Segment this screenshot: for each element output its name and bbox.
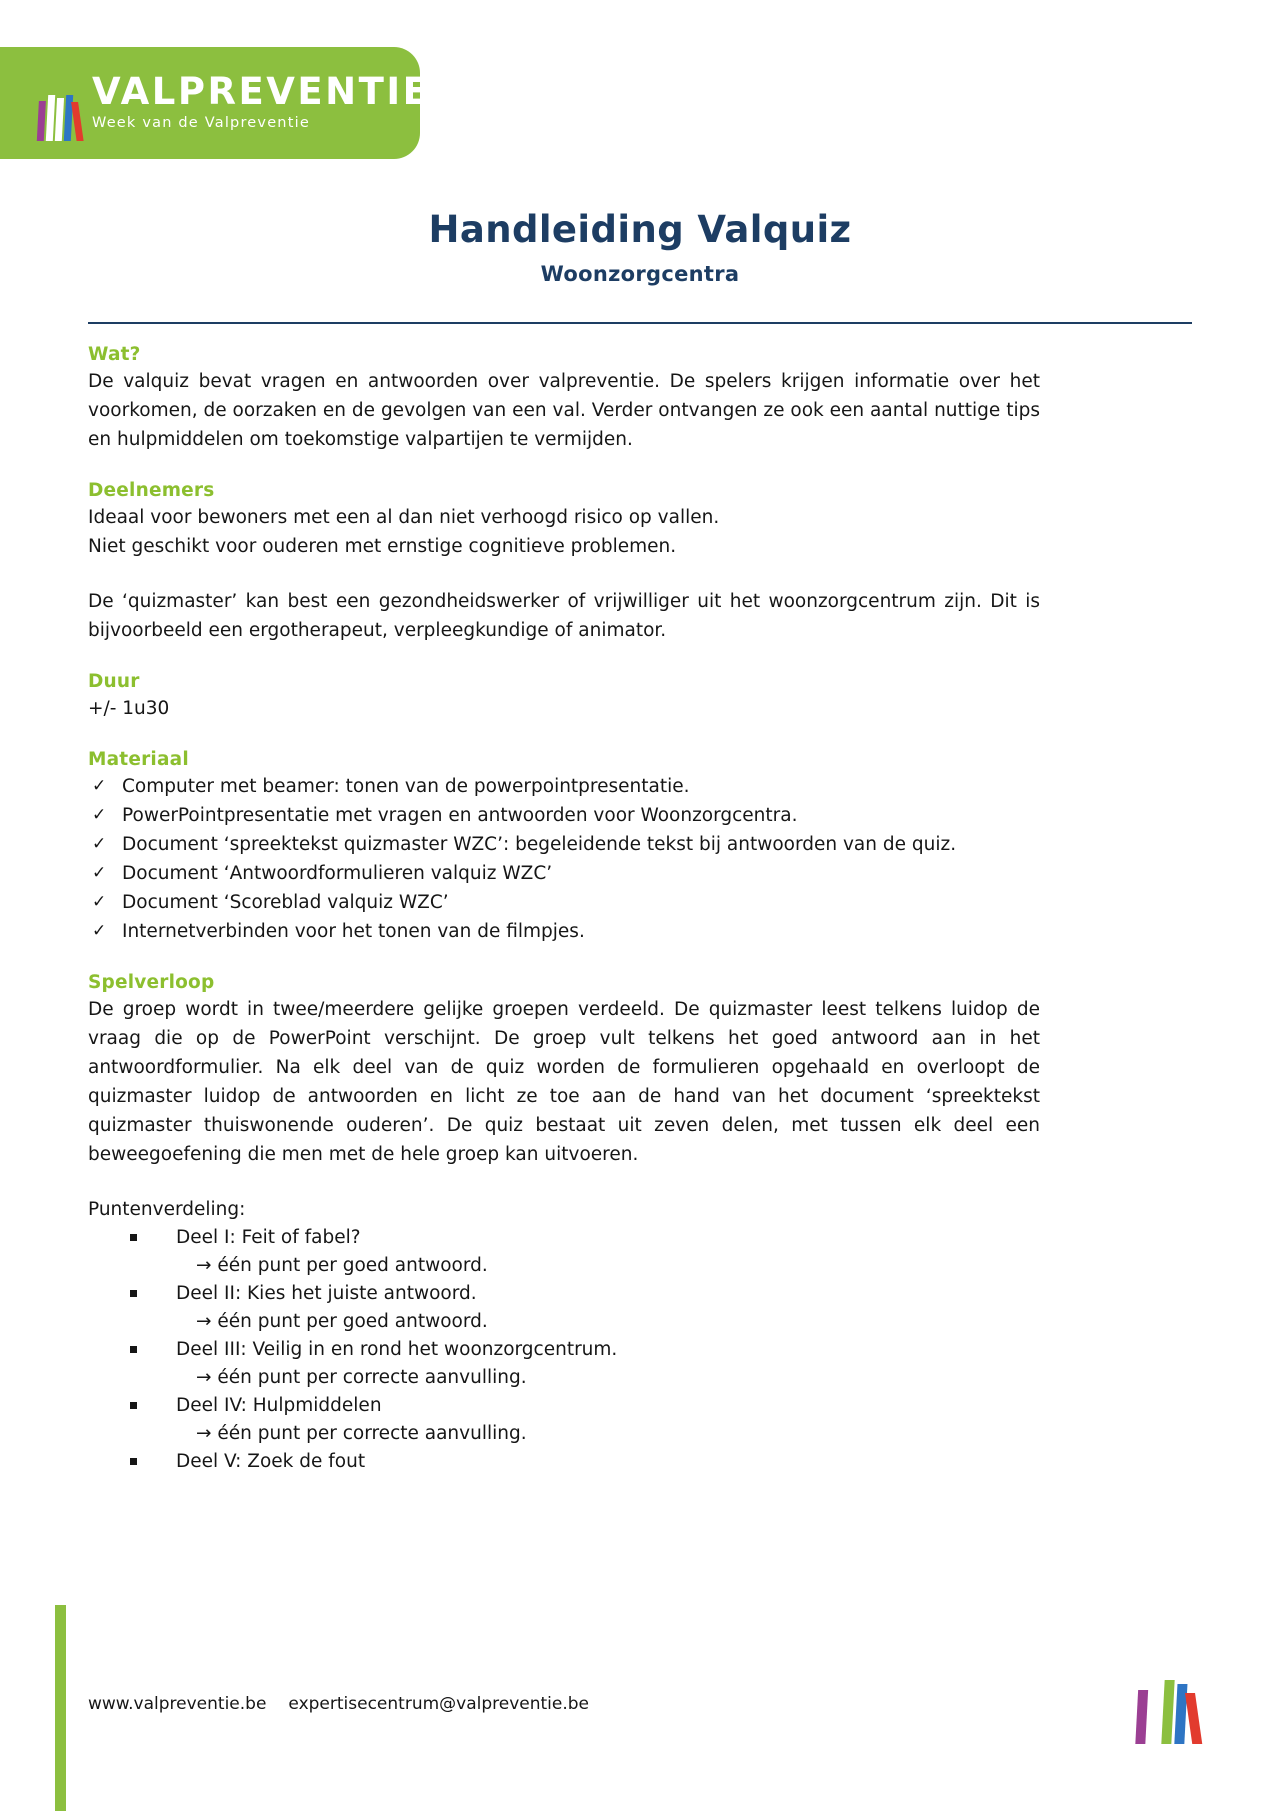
square-bullet-icon [130, 1290, 137, 1297]
logo-word-tld: .be [430, 84, 473, 110]
check-icon: ✓ [92, 863, 107, 883]
spacer [88, 454, 1040, 480]
list-item-label: Deel II: Kies het juiste antwoord. [176, 1283, 477, 1304]
check-icon: ✓ [92, 776, 107, 796]
section-heading-wat: Wat? [88, 344, 141, 365]
list-item-sublabel: één punt per correcte aanvulling. [217, 1367, 527, 1388]
footer-book-bars-icon [1135, 1680, 1203, 1744]
list-item-label: Document ‘spreektekst quizmaster WZC’: begeleidende tekst bij antwoorden van de quiz. [122, 834, 957, 855]
square-bullet-icon [130, 1234, 137, 1241]
logo-tagline: Week van de Valpreventie [92, 115, 310, 131]
footer-email-link[interactable]: expertisecentrum@valpreventie.be [288, 1694, 590, 1714]
list-item-label: Deel V: Zoek de fout [176, 1451, 366, 1472]
check-icon: ✓ [92, 834, 107, 854]
document-content [88, 344, 1040, 1476]
materiaal-list [88, 772, 1040, 946]
spacer [88, 645, 1040, 671]
spelverloop-body: De groep wordt in twee/meerdere gelijke groepen verdeeld. De quizmaster leest telkens luidop de vraag die op de PowerPoint verschijnt. De groep vult telkens het goed antwoord aan in het antwoordformulier. Na elk deel van de quiz worden de formulieren opgehaald en overloopt de quizmaster luidop de antwoorden en licht ze toe aan de hand van het document ‘spreektekst quizmaster thuiswonende ouderen’. De quiz bestaat uit zeven delen, met tussen elk deel een beweegoefening die men met de hele groep kan uitvoeren. [88, 999, 1040, 1165]
list-item-label: Deel I: Feit of fabel? [176, 1227, 361, 1248]
duur-value: +/- 1u30 [88, 698, 170, 719]
list-item-subline [176, 1364, 1040, 1392]
square-bullet-icon [130, 1458, 137, 1465]
arrow-icon: → [196, 1311, 212, 1332]
deelnemers-line-2: Niet geschikt voor ouderen met ernstige cognitieve problemen. [88, 536, 677, 557]
deelnemers-paragraph: De ‘quizmaster’ kan best een gezondheidswerker of vrijwilliger uit het woonzorgcentrum zijn. Dit is bijvoorbeeld een ergotherapeut, verpleegkundige of animator. [88, 591, 1040, 641]
list-item [130, 1280, 1040, 1336]
list-item [130, 1336, 1040, 1392]
square-bullet-icon [130, 1346, 137, 1353]
list-item [88, 801, 1040, 830]
list-item-subline [176, 1420, 1040, 1448]
list-item-label: Document ‘Scoreblad valquiz WZC’ [122, 892, 449, 913]
list-item-subline [176, 1252, 1040, 1280]
spacer [88, 1169, 1040, 1195]
page-subtitle: Woonzorgcentra [540, 262, 740, 286]
deelnemers-line-1: Ideaal voor bewoners met een al dan niet verhoogd risico op vallen. [88, 507, 720, 528]
list-item [130, 1224, 1040, 1280]
title-divider [88, 322, 1192, 324]
list-item [88, 917, 1040, 946]
check-icon: ✓ [92, 921, 107, 941]
list-item [130, 1392, 1040, 1448]
arrow-icon: → [196, 1367, 212, 1388]
list-item-sublabel: één punt per goed antwoord. [217, 1255, 488, 1276]
logo-word-main: VALPREVENTIE [92, 70, 431, 113]
spacer [88, 561, 1040, 587]
list-item-label: Document ‘Antwoordformulieren valquiz WZC’ [122, 863, 553, 884]
book-bars-icon [37, 95, 84, 141]
arrow-icon: → [196, 1423, 212, 1444]
header-logo-band [0, 47, 473, 159]
check-icon: ✓ [92, 805, 107, 825]
list-item [88, 830, 1040, 859]
puntenverdeling-label: Puntenverdeling: [88, 1199, 246, 1220]
section-heading-materiaal: Materiaal [88, 749, 189, 770]
list-item-label: Internetverbinden voor het tonen van de filmpjes. [122, 921, 585, 942]
list-item [88, 888, 1040, 917]
list-item-sublabel: één punt per goed antwoord. [217, 1311, 488, 1332]
list-item [130, 1448, 1040, 1476]
footer-website-link[interactable]: www.valpreventie.be [88, 1694, 267, 1714]
logo-wordmark [92, 70, 473, 113]
list-item-subline [176, 1308, 1040, 1336]
list-item-label: Deel IV: Hulpmiddelen [176, 1395, 382, 1416]
spacer [88, 723, 1040, 749]
section-heading-duur: Duur [88, 671, 140, 692]
logo-lockup [38, 70, 473, 141]
puntenverdeling-list [130, 1224, 1040, 1476]
section-body-wat: De valquiz bevat vragen en antwoorden over valpreventie. De spelers krijgen informatie over het voorkomen, de oorzaken en de gevolgen van een val. Verder ontvangen ze ook een aantal nuttige tips en hulpmiddelen om toekomstige valpartijen te vermijden. [88, 371, 1040, 450]
list-item-sublabel: één punt per correcte aanvulling. [217, 1423, 527, 1444]
square-bullet-icon [130, 1402, 137, 1409]
section-heading-deelnemers: Deelnemers [88, 480, 215, 501]
check-icon: ✓ [92, 892, 107, 912]
page-title: Handleiding Valquiz [428, 208, 852, 251]
list-item-label: PowerPointpresentatie met vragen en antwoorden voor Woonzorgcentra. [122, 805, 798, 826]
arrow-icon: → [196, 1255, 212, 1276]
logo-text-block [92, 70, 473, 131]
footer-accent-bar [55, 1605, 66, 1811]
spacer [88, 946, 1040, 972]
list-item-label: Deel III: Veilig in en rond het woonzorgcentrum. [176, 1339, 618, 1360]
section-heading-spelverloop: Spelverloop [88, 972, 215, 993]
list-item [88, 772, 1040, 801]
list-item-label: Computer met beamer: tonen van de powerpointpresentatie. [122, 776, 690, 797]
list-item [88, 859, 1040, 888]
footer-contact [88, 1694, 589, 1714]
